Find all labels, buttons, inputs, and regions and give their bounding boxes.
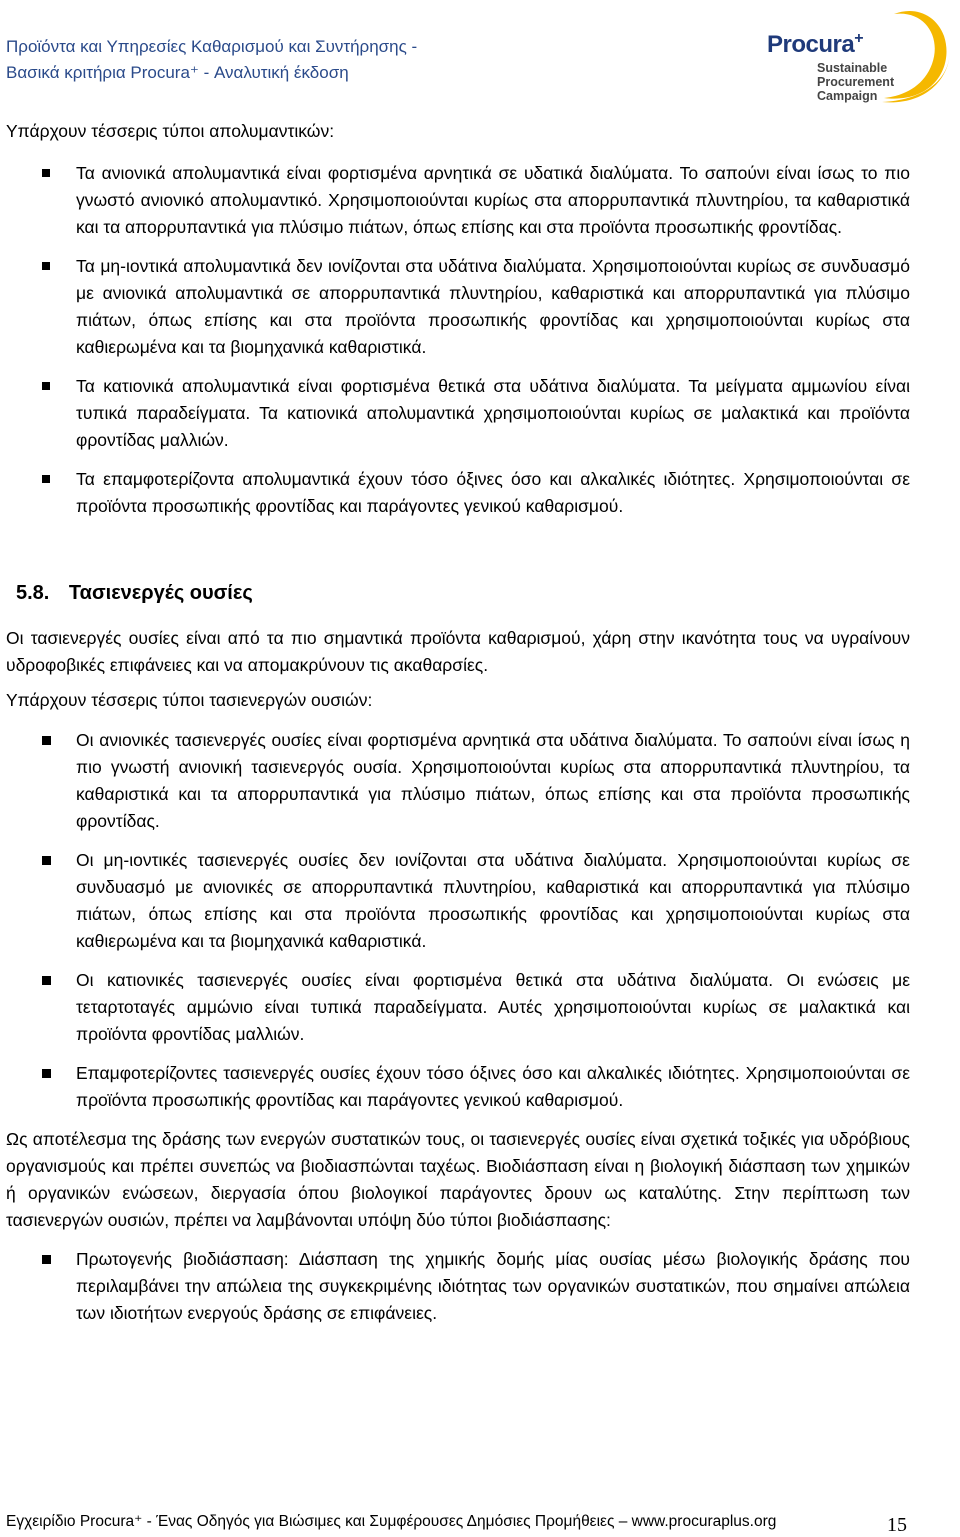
running-header: [6, 34, 417, 86]
bullet-icon: [42, 976, 51, 985]
footer-text: Εγχειρίδιο Procura⁺ - Ένας Οδηγός για Βιώσιμες και Συμφέρουσες Δημόσιες Προμήθειες – www.procuraplus.org: [6, 1513, 777, 1530]
surfactants-intro: Υπάρχουν τέσσερις τύποι τασιενεργών ουσιών:: [6, 690, 373, 710]
list-item: Τα επαμφοτερίζοντα απολυμαντικά έχουν τόσο όξινες όσο και αλκαλικές ιδιότητες. Χρησιμοποιούνται σε προϊόντα προσωπικής φροντίδας και παράγοντες γενικού καθαρισμού.: [6, 466, 910, 520]
detergents-list: [6, 160, 910, 520]
bullet-icon: [42, 475, 50, 483]
detergents-intro: Υπάρχουν τέσσερις τύποι απολυμαντικών:: [6, 121, 335, 141]
surfactants-list: [6, 727, 910, 1114]
section-heading: [6, 580, 910, 607]
bullet-icon: [42, 736, 51, 745]
procura-logo: [764, 6, 954, 106]
bullet-icon: [42, 856, 51, 865]
list-item: Επαμφοτερίζοντες τασιενεργές ουσίες έχουν τόσο όξινες όσο και αλκαλικές ιδιότητες. Χρησιμοποιούνται σε προϊόντα προσωπικής φροντίδας και παράγοντες γενικού καθαρισμού.: [6, 1060, 910, 1114]
bullet-icon: [42, 1069, 51, 1078]
list-item: Οι κατιονικές τασιενεργές ουσίες είναι φορτισμένα θετικά στα υδάτινα διαλύματα. Οι ενώσεις με τεταρτοταγές αμμώνιο είναι τυπικά παραδείγματα. Αυτές χρησιμοποιούνται κυρίως σε μαλακτικά και προϊόντα φροντίδας μαλλιών.: [6, 967, 910, 1048]
header-line-1: Προϊόντα και Υπηρεσίες Καθαρισμού και Συντήρησης -: [6, 37, 418, 56]
document-body: [6, 118, 910, 1327]
logo-subtitle: Sustainable Procurement Campaign: [817, 61, 895, 103]
bullet-icon: [42, 262, 50, 270]
section-title: Τασιενεργές ουσίες: [68, 582, 253, 604]
list-item: Οι μη-ιοντικές τασιενεργές ουσίες δεν ιονίζονται στα υδάτινα διαλύματα. Χρησιμοποιούνται κυρίως σε συνδυασμό με ανιονικές σε απορρυπαντικά πλυντηρίου, καθαριστικά και απορρυπαντικά για πλύσιμο πιάτων, όπως επίσης και στα προϊόντα προσωπικής φροντίδας και χρησιμοποιούνται κυρίως στα καθιερωμένα και τα βιομηχανικά καθαριστικά.: [6, 847, 910, 955]
bullet-icon: [42, 1255, 51, 1264]
bullet-icon: [42, 169, 50, 177]
surfactants-paragraph-2: Ως αποτέλεσμα της δράσης των ενεργών συστατικών τους, οι τασιενεργές ουσίες είναι σχετικά τοξικές για υδρόβιους οργανισμούς και πρέπει συνεπώς να βιοδιασπώνται ταχέως. Βιοδιάσπαση είναι η βιολογική διάσπαση των χημικών ή οργανικών ενώσεων, διεργασία όπου βιολογικοί παράγοντες δρουν ως καταλύτης. Στην περίπτωση των τασιενεργών ουσιών, πρέπει να λαμβάνονται υπόψη δύο τύποι βιοδιάσπασης:: [6, 1129, 910, 1230]
page-number: 15: [887, 1514, 907, 1536]
section-number: 5.8.: [16, 582, 50, 604]
bullet-icon: [42, 382, 50, 390]
header-line-2: Βασικά κριτήρια Procura⁺ - Αναλυτική έκδοση: [6, 63, 349, 82]
biodegradation-list: [6, 1246, 910, 1327]
surfactants-paragraph-1: Οι τασιενεργές ουσίες είναι από τα πιο σημαντικά προϊόντα καθαρισμού, χάρη στην ικανότητα τους να υγραίνουν υδροφοβικές επιφάνειες και να απομακρύνουν τις ακαθαρσίες.: [6, 628, 910, 675]
list-item: Πρωτογενής βιοδιάσπαση: Διάσπαση της χημικής δομής μίας ουσίας μέσω βιολογικής δράσης που περιλαμβάνει την απώλεια της συγκεκριμένης ιδιότητας των οργανικών συστατικών, που σημαίνει απώλεια των ιδιοτήτων ενεργούς δράσης σε επιφάνειες.: [6, 1246, 910, 1327]
list-item: Οι ανιονικές τασιενεργές ουσίες είναι φορτισμένα αρνητικά στα υδάτινα διαλύματα. Το σαπούνι είναι ίσως η πιο γνωστή ανιονική τασιενεργός ουσία. Χρησιμοποιούνται κυρίως στα απορρυπαντικά πλυντηρίου, τα καθαριστικά και τα απορρυπαντικά για πλύσιμο πιάτων, όπως επίσης και στα προϊόντα προσωπικής φροντίδας.: [6, 727, 910, 835]
list-item: Τα μη-ιοντικά απολυμαντικά δεν ιονίζονται στα υδάτινα διαλύματα. Χρησιμοποιούνται κυρίως σε συνδυασμό με ανιονικά απολυμαντικά σε απορρυπαντικά πλυντηρίου, καθαριστικά και απορρυπαντικά για πλύσιμο πιάτων, όπως επίσης και στα προϊόντα προσωπικής φροντίδας και χρησιμοποιούνται κυρίως στα καθιερωμένα και τα βιομηχανικά καθαριστικά.: [6, 253, 910, 361]
list-item: Τα ανιονικά απολυμαντικά είναι φορτισμένα αρνητικά σε υδατικά διαλύματα. Το σαπούνι είναι ίσως το πιο γνωστό ανιονικό απολυμαντικό. Χρησιμοποιούνται κυρίως στα απορρυπαντικά πλυντηρίου, τα καθαριστικά και τα απορρυπαντικά για πλύσιμο πιάτων, όπως επίσης και στα προϊόντα προσωπικής φροντίδας.: [6, 160, 910, 241]
list-item: Τα κατιονικά απολυμαντικά είναι φορτισμένα θετικά στα υδάτινα διαλύματα. Τα μείγματα αμμωνίου είναι τυπικά παραδείγματα. Τα κατιονικά απολυμαντικά χρησιμοποιούνται κυρίως σε μαλακτικά και προϊόντα φροντίδας μαλλιών.: [6, 373, 910, 454]
logo-wordmark: Procura+: [767, 30, 864, 58]
